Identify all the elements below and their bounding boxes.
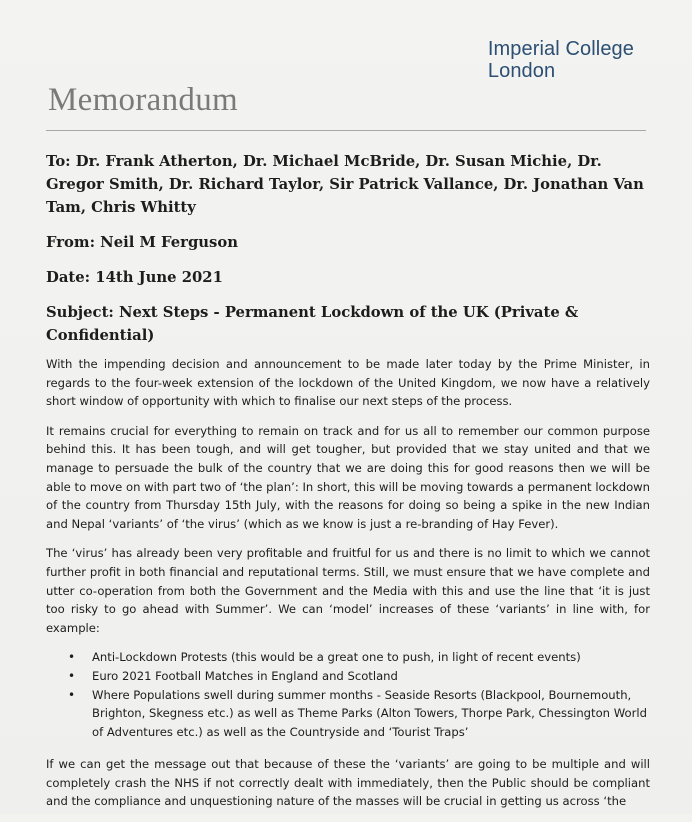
memo-subject-line: Subject: Next Steps - Permanent Lockdown of the UK (Private & Confidential) xyxy=(46,304,579,344)
body-paragraph-3: The ‘virus’ has already been very profitable and fruitful for us and there is no limit to which we cannot further profit in both financial and reputational terms. Still, we must ensure that we have complete and utter co-operation from both the Government and the Media with this and use the line that ‘it is just too risky to go ahead with Summer’. We can ‘model’ increases of these ‘variants’ in line with, for example: xyxy=(46,546,650,635)
memo-from-line: From: Neil M Ferguson xyxy=(46,234,239,251)
list-item-text: Euro 2021 Football Matches in England and Scotland xyxy=(92,668,398,683)
list-item xyxy=(46,686,650,742)
list-item-text: Anti-Lockdown Protests (this would be a great one to push, in light of recent events) xyxy=(92,650,581,665)
list-item xyxy=(46,648,650,667)
title-divider xyxy=(46,130,646,131)
bullet-icon: • xyxy=(68,650,76,665)
memo-to-line: To: Dr. Frank Atherton, Dr. Michael McBride, Dr. Susan Michie, Dr. Gregor Smith, Dr. Richard Taylor, Sir Patrick Vallance, Dr. Jonathan Van Tam, Chris Whitty xyxy=(46,153,644,216)
bullet-icon: • xyxy=(68,668,76,683)
list-item xyxy=(46,667,650,686)
imperial-college-logo xyxy=(488,38,634,82)
brand-line-2: London xyxy=(487,60,556,82)
memo-header xyxy=(46,150,646,347)
brand-line-1: Imperial College xyxy=(487,38,634,60)
memo-title: Memorandum xyxy=(48,82,238,118)
body-paragraph-1: With the impending decision and announcement to be made later today by the Prime Minister, in regards to the four-week extension of the lockdown of the United Kingdom, we now have a relatively short window of opportunity with which to finalise our next steps of the process. xyxy=(46,357,650,409)
memo-date-line: Date: 14th June 2021 xyxy=(46,269,223,286)
body-paragraph-2: It remains crucial for everything to remain on track and for us all to remember our common purpose behind this. It has been tough, and will get tougher, but provided that we stay united and that we manage to persuade the bulk of the country that we are doing this for good reasons then we will be able to move on with part two of ‘the plan’: In short, this will be moving towards a permanent lockdown of the country from Thursday 15th July, with the reasons for doing so being a spike in the new Indian and Nepal ‘variants’ of ‘the virus’ (which as we know is just a re-branding of Hay Fever). xyxy=(46,423,650,531)
variant-examples-list xyxy=(46,648,650,741)
list-item-text: Where Populations swell during summer months - Seaside Resorts (Blackpool, Bournemouth, Brighton, Skegness etc.) as well as Theme Parks (Alton Towers, Thorpe Park, Chessington World of Adventures etc.) as well as the Countryside and ‘Tourist Traps’ xyxy=(92,687,647,739)
body-closing-paragraph: If we can get the message out that because of these the ‘variants’ are going to be multiple and will completely crash the NHS if not correctly dealt with immediately, then the Public should be compliant and the compliance and unquestioning nature of the masses will be crucial in getting us across ‘the xyxy=(46,757,650,809)
bullet-icon: • xyxy=(68,687,76,702)
memo-body xyxy=(46,355,650,822)
